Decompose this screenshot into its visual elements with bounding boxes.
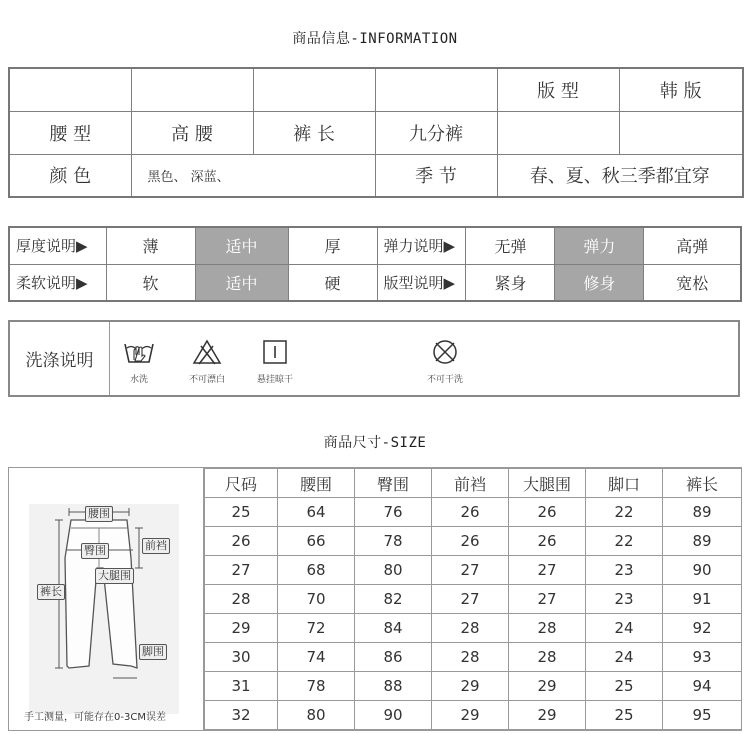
size-cell: 23 — [586, 556, 663, 585]
size-row — [205, 614, 742, 643]
info-blank-cell — [619, 111, 743, 154]
size-cell: 90 — [663, 556, 742, 585]
size-cell: 27 — [205, 556, 278, 585]
attr-row-softness — [9, 264, 741, 301]
size-title: 商品尺寸-SIZE — [323, 435, 427, 451]
size-row — [205, 643, 742, 672]
size-row — [205, 701, 742, 730]
wash-item — [240, 338, 310, 385]
size-cell: 88 — [355, 672, 432, 701]
size-column-header: 裤长 — [663, 469, 742, 498]
size-cell: 24 — [586, 643, 663, 672]
size-row — [205, 498, 742, 527]
color-value: 黑色、 深蓝、 — [131, 154, 375, 197]
size-cell: 70 — [278, 585, 355, 614]
size-cell: 29 — [509, 701, 586, 730]
diagram-label-rise: 前裆 — [142, 538, 170, 554]
waist-value: 高 腰 — [131, 111, 253, 154]
softness-option-selected: 适中 — [195, 264, 288, 301]
size-cell: 78 — [355, 527, 432, 556]
hang-dry-icon — [260, 338, 290, 366]
size-cell: 95 — [663, 701, 742, 730]
diagram-label-length: 裤长 — [37, 584, 65, 600]
size-cell: 89 — [663, 498, 742, 527]
size-cell: 22 — [586, 527, 663, 556]
hand-wash-icon — [122, 338, 156, 366]
cut-option: 紧身 — [466, 264, 555, 301]
size-column-header: 尺码 — [205, 469, 278, 498]
cut-option-selected: 修身 — [555, 264, 644, 301]
thickness-option: 厚 — [288, 227, 377, 264]
wash-label: 洗涤说明 — [10, 322, 110, 395]
measurement-note: 手工测量，可能存在0-3CM误差 — [24, 712, 166, 723]
thickness-header: 厚度说明▶ — [9, 227, 106, 264]
size-cell: 78 — [278, 672, 355, 701]
diagram-label-hem: 脚围 — [139, 644, 167, 660]
size-row — [205, 672, 742, 701]
waist-label: 腰 型 — [9, 111, 131, 154]
size-cell: 27 — [509, 556, 586, 585]
length-value: 九分裤 — [375, 111, 497, 154]
size-cell: 29 — [205, 614, 278, 643]
softness-header: 柔软说明▶ — [9, 264, 106, 301]
thickness-option: 薄 — [106, 227, 195, 264]
size-column-header: 脚口 — [586, 469, 663, 498]
size-cell: 26 — [509, 527, 586, 556]
size-cell: 25 — [586, 672, 663, 701]
size-table — [204, 468, 742, 730]
info-row-waist — [9, 111, 743, 154]
size-cell: 93 — [663, 643, 742, 672]
size-cell: 29 — [432, 672, 509, 701]
size-cell: 28 — [509, 643, 586, 672]
size-header-row — [205, 469, 742, 498]
elasticity-header: 弹力说明▶ — [377, 227, 466, 264]
info-blank-cell — [497, 111, 619, 154]
size-cell: 23 — [586, 585, 663, 614]
season-value: 春、夏、秋三季都宜穿 — [497, 154, 743, 197]
size-row — [205, 527, 742, 556]
wash-caption: 不可漂白 — [188, 375, 225, 385]
size-cell: 22 — [586, 498, 663, 527]
size-cell: 28 — [509, 614, 586, 643]
size-cell: 90 — [355, 701, 432, 730]
size-cell: 26 — [509, 498, 586, 527]
size-cell: 26 — [205, 527, 278, 556]
size-cell: 27 — [432, 556, 509, 585]
size-cell: 94 — [663, 672, 742, 701]
size-cell: 27 — [432, 585, 509, 614]
size-column-header: 腰围 — [278, 469, 355, 498]
length-label: 裤 长 — [253, 111, 375, 154]
size-cell: 28 — [205, 585, 278, 614]
cut-header: 版型说明▶ — [377, 264, 466, 301]
thickness-option-selected: 适中 — [195, 227, 288, 264]
size-cell: 32 — [205, 701, 278, 730]
elasticity-option-selected: 弹力 — [555, 227, 644, 264]
info-row-fit — [9, 68, 743, 111]
attr-row-thickness — [9, 227, 741, 264]
wash-caption: 水洗 — [129, 375, 148, 385]
size-cell: 80 — [278, 701, 355, 730]
size-cell: 64 — [278, 498, 355, 527]
size-cell: 28 — [432, 614, 509, 643]
info-title: 商品信息-INFORMATION — [292, 31, 458, 47]
size-column-header: 前裆 — [432, 469, 509, 498]
info-table — [8, 67, 744, 198]
size-cell: 31 — [205, 672, 278, 701]
size-cell: 66 — [278, 527, 355, 556]
elasticity-option: 高弹 — [644, 227, 741, 264]
size-cell: 26 — [432, 498, 509, 527]
size-cell: 68 — [278, 556, 355, 585]
size-cell: 92 — [663, 614, 742, 643]
size-cell: 89 — [663, 527, 742, 556]
softness-option: 硬 — [288, 264, 377, 301]
info-blank-cell — [375, 68, 497, 111]
size-cell: 27 — [509, 585, 586, 614]
diagram-label-hip: 臀围 — [81, 543, 109, 559]
no-dry-clean-icon — [430, 338, 460, 366]
wash-caption: 悬挂晾干 — [256, 375, 293, 385]
wash-instructions — [8, 320, 740, 397]
size-cell: 30 — [205, 643, 278, 672]
wash-item — [410, 338, 480, 385]
size-cell: 80 — [355, 556, 432, 585]
diagram-label-waist: 腰围 — [85, 506, 113, 522]
attribute-table — [8, 226, 742, 302]
cut-option: 宽松 — [644, 264, 741, 301]
info-blank-cell — [131, 68, 253, 111]
diagram-label-thigh: 大腿围 — [95, 568, 134, 584]
size-cell: 74 — [278, 643, 355, 672]
elasticity-option: 无弹 — [466, 227, 555, 264]
wash-item — [172, 338, 242, 385]
season-label: 季 节 — [375, 154, 497, 197]
info-row-color — [9, 154, 743, 197]
size-cell: 29 — [509, 672, 586, 701]
size-row — [205, 556, 742, 585]
size-column-header: 臀围 — [355, 469, 432, 498]
size-cell: 76 — [355, 498, 432, 527]
wash-caption: 不可干洗 — [426, 375, 463, 385]
pants-diagram — [9, 468, 204, 730]
size-cell: 28 — [432, 643, 509, 672]
softness-option: 软 — [106, 264, 195, 301]
size-cell: 29 — [432, 701, 509, 730]
color-label: 颜 色 — [9, 154, 131, 197]
no-bleach-icon — [192, 338, 222, 366]
info-blank-cell — [9, 68, 131, 111]
wash-item — [104, 338, 174, 385]
size-cell: 25 — [205, 498, 278, 527]
info-blank-cell — [253, 68, 375, 111]
size-row — [205, 585, 742, 614]
fit-label: 版 型 — [497, 68, 619, 111]
size-cell: 24 — [586, 614, 663, 643]
size-cell: 91 — [663, 585, 742, 614]
size-cell: 25 — [586, 701, 663, 730]
size-cell: 72 — [278, 614, 355, 643]
size-cell: 82 — [355, 585, 432, 614]
size-cell: 26 — [432, 527, 509, 556]
fit-value: 韩 版 — [619, 68, 743, 111]
size-column-header: 大腿围 — [509, 469, 586, 498]
size-cell: 84 — [355, 614, 432, 643]
size-cell: 86 — [355, 643, 432, 672]
